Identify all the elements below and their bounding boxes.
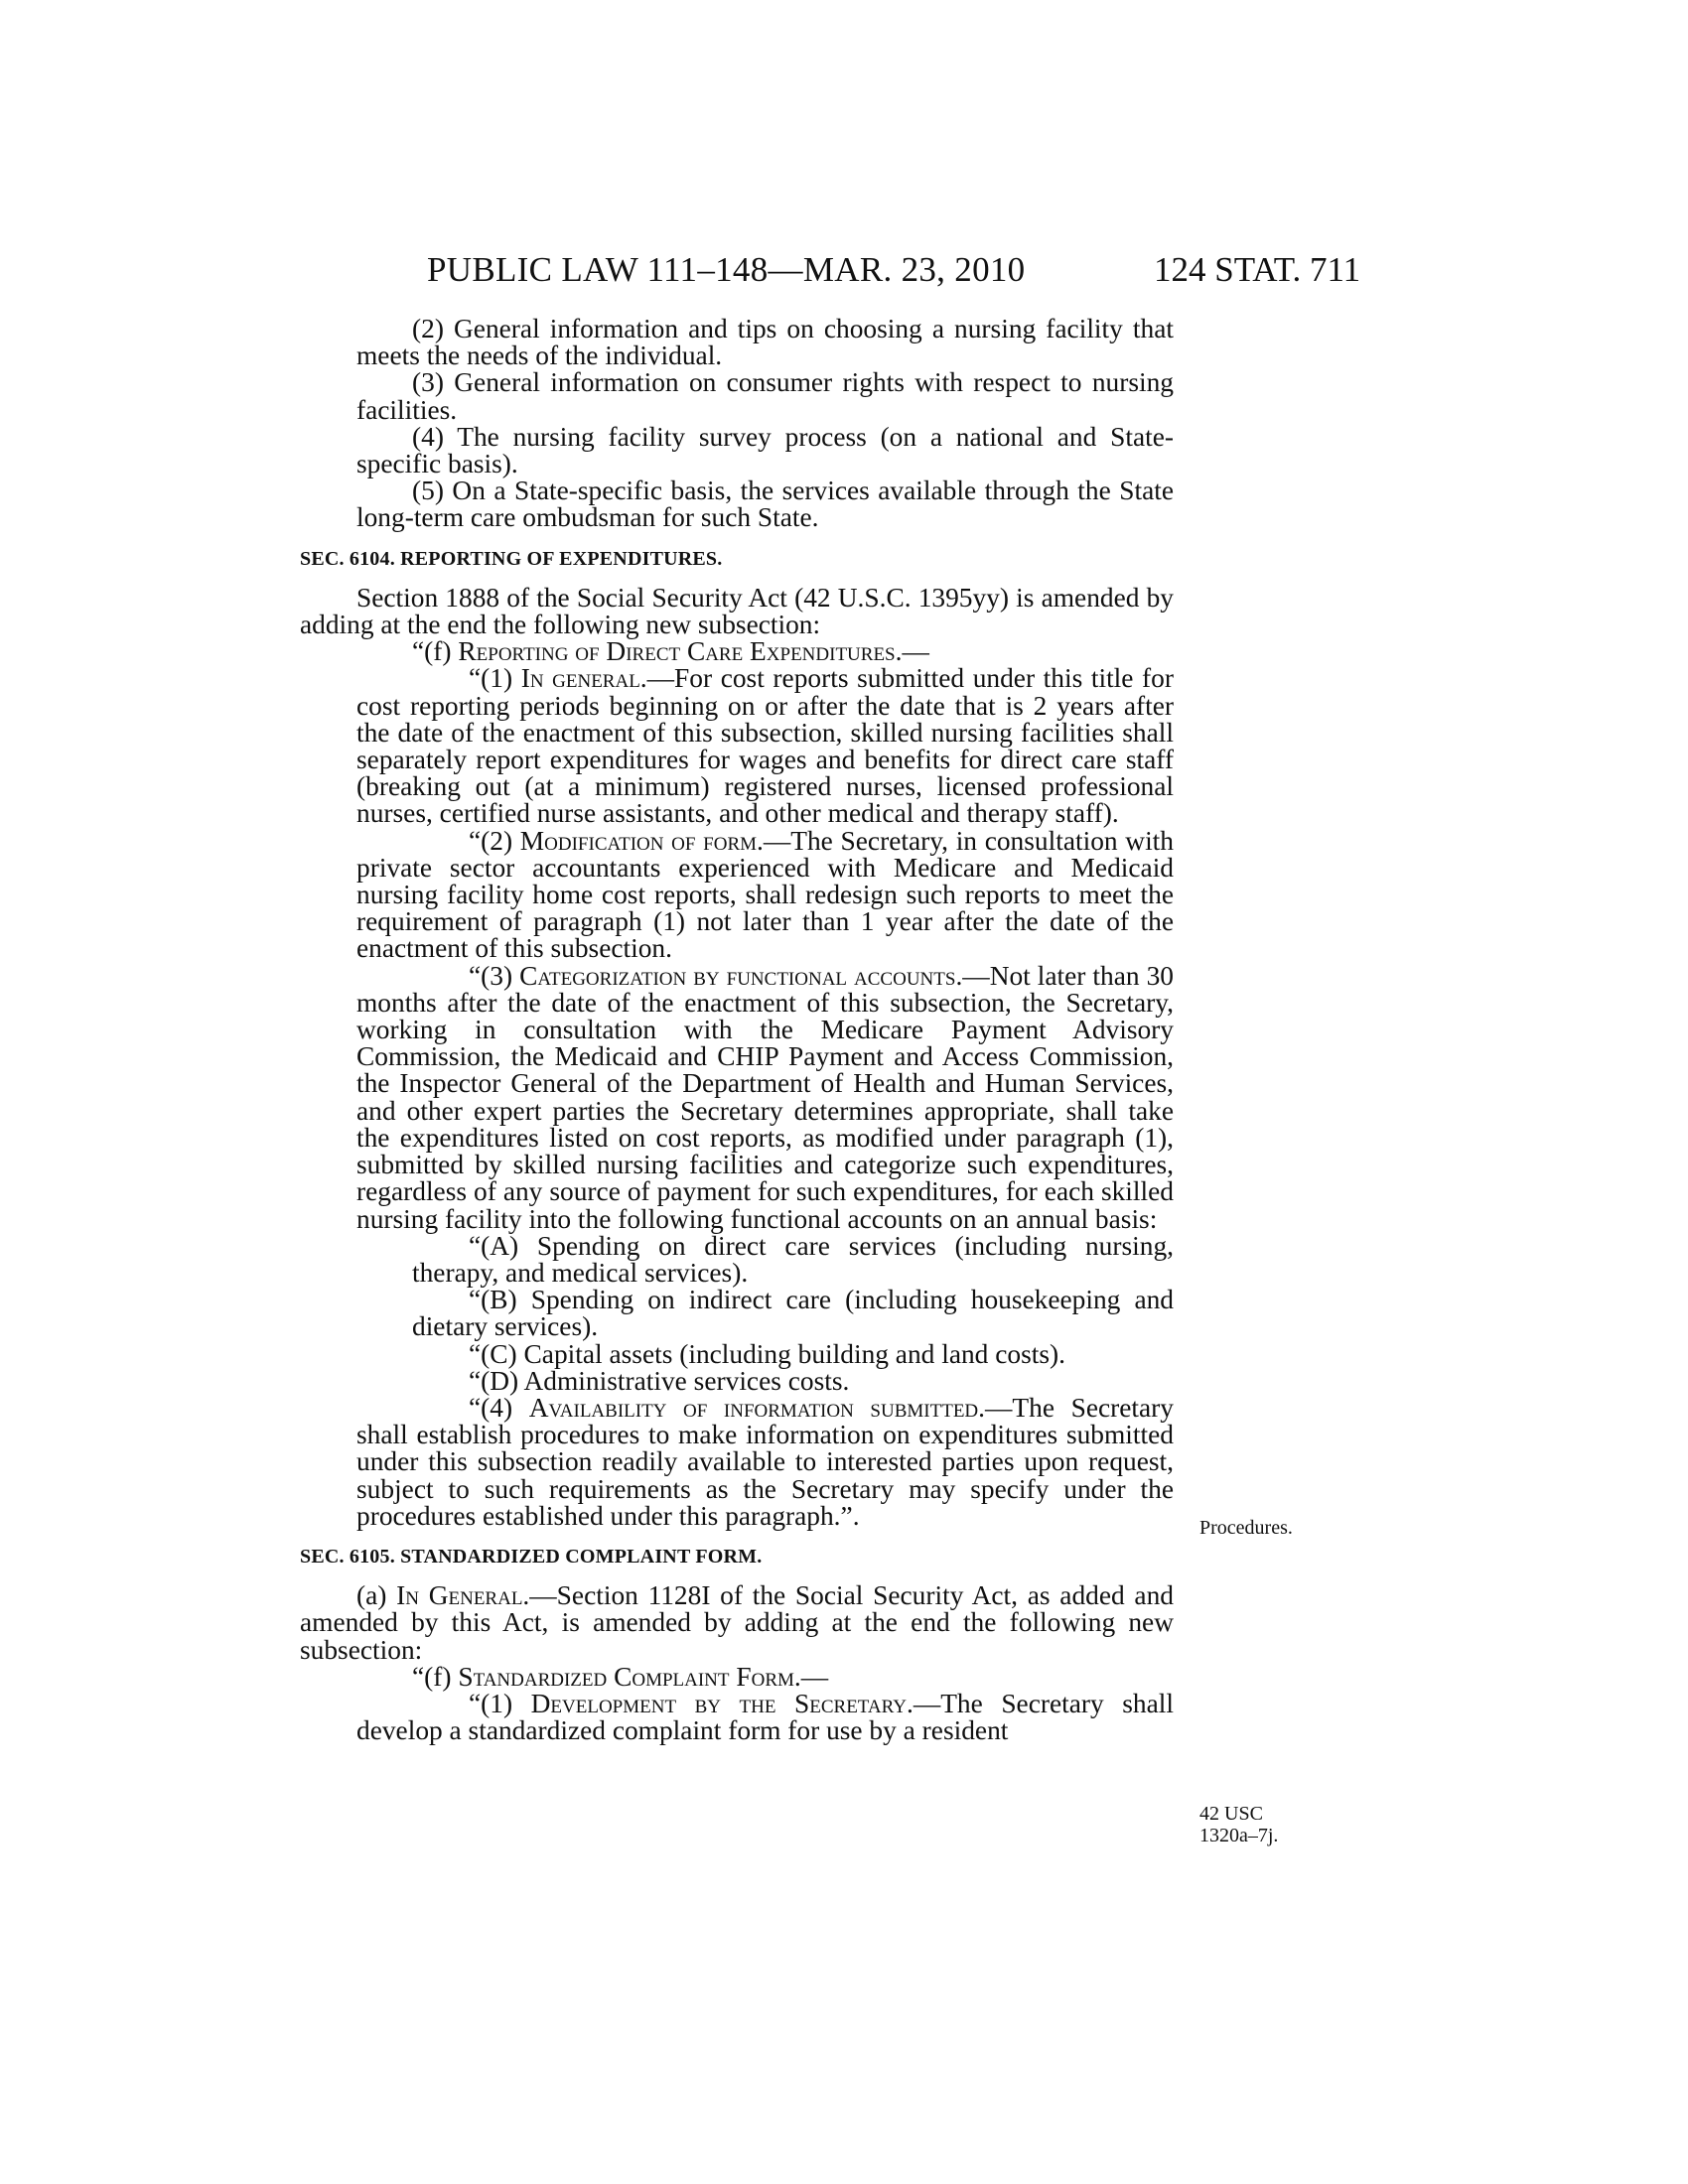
subparagraph-a: “(A) Spending on direct care services (including nursing, therapy, and medical services). bbox=[412, 1230, 1174, 1288]
subsection-a-prefix: (a) bbox=[356, 1580, 397, 1611]
section-heading-6105: SEC. 6105. STANDARDIZED COMPLAINT FORM. bbox=[300, 1545, 763, 1568]
margin-note-procedures: Procedures. bbox=[1199, 1517, 1293, 1539]
new-subsection-f-title: Standardized Complaint Form.— bbox=[458, 1661, 829, 1692]
paragraph-item-5: (5) On a State-specific basis, the services available through the State long-term care ombudsman for such State. bbox=[356, 476, 1174, 533]
new-paragraph-f1-text: —The Secretary shall develop a standardized complaint form for use by a resident bbox=[356, 1688, 1174, 1746]
page-header-stat: 124 STAT. 711 bbox=[1154, 250, 1361, 289]
new-subsection-f-prefix: “(f) bbox=[412, 1661, 459, 1692]
subparagraph-c: “(C) Capital assets (including building and land costs). bbox=[469, 1338, 1065, 1369]
subsection-a bbox=[300, 1582, 1174, 1664]
paragraph-f4-prefix: “(4) bbox=[469, 1392, 529, 1423]
margin-note-usc-line2: 1320a–7j. bbox=[1199, 1825, 1279, 1846]
new-paragraph-f1-heading: Development by the Secretary. bbox=[530, 1688, 914, 1718]
paragraph-f2-heading: Modification of form. bbox=[519, 825, 764, 856]
subsection-f-title: Reporting of Direct Care Expenditures.— bbox=[458, 636, 929, 667]
subsection-a-text: —Section 1128I of the Social Security Act, as added and amended by this Act, is amended by adding at the end the following new subsection: bbox=[300, 1580, 1174, 1665]
paragraph-f3-heading: Categorization by functional accounts. bbox=[519, 960, 963, 991]
body-text bbox=[300, 316, 1174, 1744]
subsection-a-heading: In General. bbox=[396, 1580, 530, 1611]
paragraph-f3-prefix: “(3) bbox=[469, 960, 520, 991]
paragraph-f3 bbox=[300, 960, 1174, 1234]
paragraph-item-3: (3) General information on consumer rights with respect to nursing facilities. bbox=[356, 367, 1174, 425]
subparagraph-b: “(B) Spending on indirect care (including housekeeping and dietary services). bbox=[412, 1285, 1174, 1342]
paragraph-item-2: (2) General information and tips on choosing a nursing facility that meets the needs of the individual. bbox=[356, 314, 1174, 371]
paragraph-f4 bbox=[300, 1392, 1174, 1531]
section-6104-intro: Section 1888 of the Social Security Act (42 U.S.C. 1395yy) is amended by adding at the end the following new subsection: bbox=[300, 582, 1174, 640]
paragraph-f2-prefix: “(2) bbox=[469, 825, 520, 856]
paragraph-f4-heading: Availability of information submitted. bbox=[528, 1392, 985, 1423]
paragraph-f1-prefix: “(1) bbox=[469, 663, 521, 694]
paragraph-f1 bbox=[300, 665, 1174, 827]
subsection-f-heading bbox=[300, 638, 1174, 665]
new-paragraph-f1-prefix: “(1) bbox=[469, 1688, 531, 1718]
new-subsection-f-heading bbox=[300, 1661, 1174, 1692]
section-heading-6104: SEC. 6104. REPORTING OF EXPENDITURES. bbox=[300, 547, 723, 570]
paragraph-f1-text: —For cost reports submitted under this title for cost reporting periods beginning on or after the date that is 2 years after the date of the enactment of this subsection, skilled nursing facilities shall separately report expenditures for wages and benefits for direct care staff (breaking out (at a minimum) registered nurses, licensed professional nurses, certified nurse assistants, and other medical and therapy staff). bbox=[356, 663, 1174, 829]
paragraph-f3-text: —Not later than 30 months after the date of the enactment of this subsection, the Secretary, working in consultation with the Medicare Payment Advisory Commission, the Medicaid and CHIP Payment and Access Commission, the Inspector General of the Department of Health and Human Services, and other expert parties the Secretary determines appropriate, shall take the expenditures listed on cost reports, as modified under paragraph (1), submitted by skilled nursing facilities and categorize such expenditures, regardless of any source of payment for such expenditures, for each skilled nursing facility into the following functional accounts on an annual basis: bbox=[356, 960, 1174, 1234]
margin-note-usc-line1: 42 USC bbox=[1199, 1803, 1263, 1825]
paragraph-f4-text: —The Secretary shall establish procedures to make information on expenditures submitted under this subsection readily available to interested parties upon request, subject to such requirements as the Secretary may specify under the procedures established under this paragraph.”. bbox=[356, 1392, 1174, 1531]
subparagraph-d: “(D) Administrative services costs. bbox=[469, 1365, 850, 1396]
page-header-title: PUBLIC LAW 111–148—MAR. 23, 2010 bbox=[427, 250, 1026, 289]
paragraph-f1-heading: In general. bbox=[520, 663, 647, 694]
paragraph-f2-text: —The Secretary, in consultation with private sector accountants experienced with Medicare and Medicaid nursing facility home cost reports, shall redesign such reports to meet the requirement of paragraph (1) not later than 1 year after the date of the enactment of this subsection. bbox=[356, 825, 1174, 964]
new-paragraph-f1 bbox=[300, 1688, 1174, 1746]
subsection-f-prefix: “(f) bbox=[412, 636, 459, 667]
paragraph-item-4: (4) The nursing facility survey process (on a national and State-specific basis). bbox=[356, 421, 1174, 479]
paragraph-f2 bbox=[300, 825, 1174, 964]
